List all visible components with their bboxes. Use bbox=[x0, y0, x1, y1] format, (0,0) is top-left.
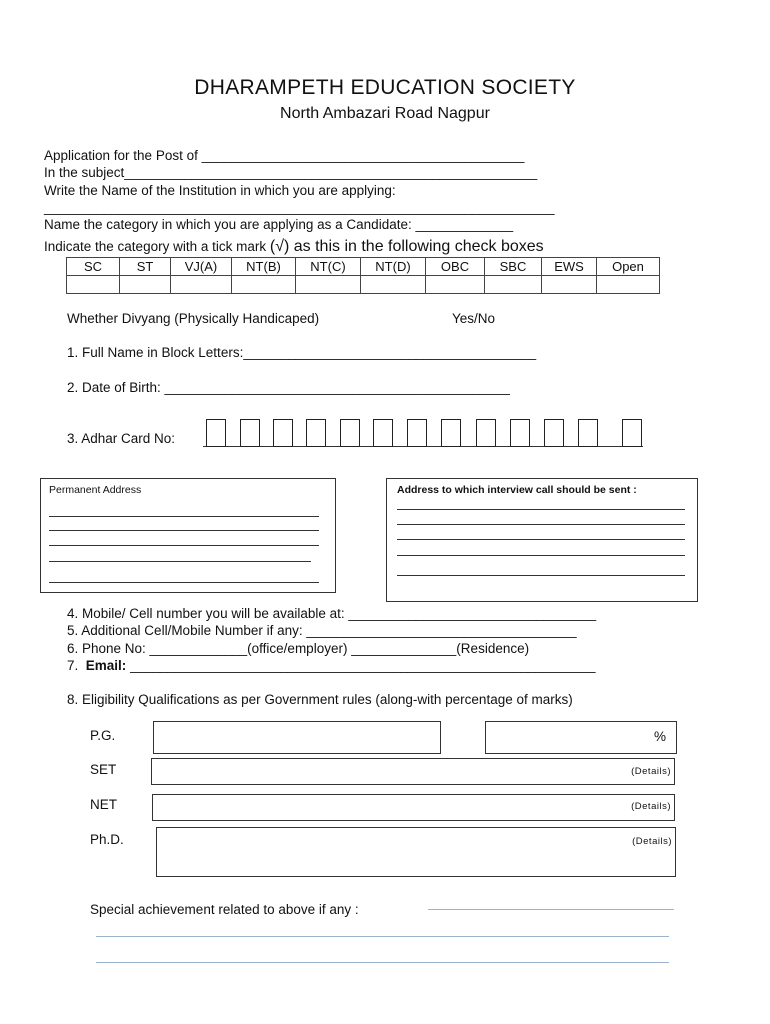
interview-address-line[interactable] bbox=[397, 555, 685, 556]
aadhar-digit-box[interactable] bbox=[544, 419, 564, 447]
pg-label: P.G. bbox=[90, 728, 116, 743]
permanent-address-line[interactable] bbox=[49, 516, 319, 517]
category-header: SBC bbox=[485, 258, 542, 276]
category-checkbox[interactable] bbox=[542, 276, 597, 294]
category-checkbox[interactable] bbox=[485, 276, 542, 294]
interview-address-line[interactable] bbox=[397, 575, 685, 576]
permanent-address-label: Permanent Address bbox=[49, 484, 142, 496]
permanent-address-box bbox=[40, 478, 336, 593]
email-number: 7. bbox=[67, 658, 79, 673]
divyang-options[interactable]: Yes/No bbox=[452, 311, 496, 326]
interview-address-line[interactable] bbox=[397, 524, 685, 525]
aadhar-digit-box[interactable] bbox=[476, 419, 496, 447]
aadhar-digit-box[interactable] bbox=[273, 419, 293, 447]
pg-percent-input[interactable] bbox=[485, 721, 677, 754]
percent-sign: % bbox=[653, 729, 666, 744]
aadhar-label: 3. Adhar Card No: bbox=[67, 431, 176, 446]
mobile-line[interactable]: 4. Mobile/ Cell number you will be available at: _________________________________ bbox=[67, 606, 597, 621]
phone-line[interactable]: 6. Phone No: _____________(office/employer) ______________(Residence) bbox=[67, 641, 530, 656]
phd-label: Ph.D. bbox=[90, 832, 124, 847]
permanent-address-line[interactable] bbox=[49, 545, 319, 546]
set-input[interactable] bbox=[151, 758, 675, 785]
net-details-hint: (Details) bbox=[631, 801, 671, 812]
full-name-line[interactable]: 1. Full Name in Block Letters:_______________________________________ bbox=[67, 345, 537, 360]
category-header: EWS bbox=[542, 258, 597, 276]
special-achievement-line[interactable] bbox=[96, 962, 669, 963]
email-label: Email: bbox=[85, 658, 127, 673]
set-details-hint: (Details) bbox=[631, 766, 671, 777]
special-achievement-line[interactable] bbox=[96, 936, 669, 937]
subject-line[interactable]: In the subject_______________________________________________________ bbox=[44, 165, 538, 180]
email-line[interactable] bbox=[67, 658, 596, 673]
phd-input[interactable] bbox=[156, 827, 676, 877]
permanent-address-line[interactable] bbox=[49, 561, 311, 562]
tick-prompt-b: (√) as this in the following check boxes bbox=[269, 238, 544, 255]
tick-prompt-a: Indicate the category with a tick mark bbox=[44, 239, 267, 254]
pg-input[interactable] bbox=[153, 721, 441, 754]
aadhar-digit-box[interactable] bbox=[206, 419, 226, 447]
category-checkbox[interactable] bbox=[597, 276, 660, 294]
category-checkbox[interactable] bbox=[426, 276, 485, 294]
email-underline[interactable]: ______________________________________________________________ bbox=[130, 658, 596, 673]
category-header: Open bbox=[597, 258, 660, 276]
aadhar-digit-box[interactable] bbox=[306, 419, 326, 447]
category-checkbox[interactable] bbox=[120, 276, 171, 294]
aadhar-digit-box[interactable] bbox=[240, 419, 260, 447]
category-header: NT(D) bbox=[361, 258, 426, 276]
interview-address-line[interactable] bbox=[397, 509, 685, 510]
net-input[interactable] bbox=[152, 794, 675, 821]
eligibility-heading: 8. Eligibility Qualifications as per Government rules (along-with percentage of marks) bbox=[67, 692, 573, 707]
category-header: ST bbox=[120, 258, 171, 276]
permanent-address-line[interactable] bbox=[49, 582, 319, 583]
set-label: SET bbox=[90, 762, 117, 777]
net-label: NET bbox=[90, 797, 117, 812]
category-prompt[interactable]: Name the category in which you are applying as a Candidate: _____________ bbox=[44, 217, 514, 232]
category-header-row bbox=[67, 258, 660, 276]
institution-prompt: Write the Name of the Institution in which you are applying: bbox=[44, 183, 396, 198]
category-checkbox[interactable] bbox=[232, 276, 296, 294]
aadhar-digit-box[interactable] bbox=[622, 419, 642, 447]
interview-address-box bbox=[386, 478, 698, 602]
phd-details-hint: (Details) bbox=[632, 836, 672, 847]
category-checkbox[interactable] bbox=[67, 276, 120, 294]
category-checkbox[interactable] bbox=[171, 276, 232, 294]
special-achievement-line[interactable] bbox=[428, 909, 674, 910]
category-header: NT(C) bbox=[296, 258, 361, 276]
category-table bbox=[66, 257, 660, 294]
aadhar-digit-box[interactable] bbox=[441, 419, 461, 447]
aadhar-digit-box[interactable] bbox=[510, 419, 530, 447]
dob-line[interactable]: 2. Date of Birth: ______________________________________________ bbox=[67, 380, 510, 395]
divyang-label: Whether Divyang (Physically Handicaped) bbox=[67, 311, 320, 326]
interview-address-line[interactable] bbox=[397, 539, 685, 540]
category-checkbox[interactable] bbox=[361, 276, 426, 294]
permanent-address-line[interactable] bbox=[49, 530, 319, 531]
interview-address-label: Address to which interview call should be sent : bbox=[397, 484, 637, 496]
special-achievement-label: Special achievement related to above if any : bbox=[90, 902, 359, 917]
aadhar-digit-box[interactable] bbox=[578, 419, 598, 447]
tick-prompt bbox=[44, 238, 544, 256]
aadhar-digit-box[interactable] bbox=[340, 419, 360, 447]
post-applied-line[interactable]: Application for the Post of ___________________________________________ bbox=[44, 148, 525, 163]
aadhar-digit-box[interactable] bbox=[373, 419, 393, 447]
page-subtitle: North Ambazari Road Nagpur bbox=[280, 105, 490, 122]
category-header: NT(B) bbox=[232, 258, 296, 276]
additional-mobile-line[interactable]: 5. Additional Cell/Mobile Number if any: ____________________________________ bbox=[67, 623, 577, 638]
category-header: VJ(A) bbox=[171, 258, 232, 276]
category-checkbox[interactable] bbox=[296, 276, 361, 294]
institution-line[interactable]: ____________________________________________________________________ bbox=[44, 200, 555, 215]
category-checkbox-row bbox=[67, 276, 660, 294]
aadhar-digit-box[interactable] bbox=[407, 419, 427, 447]
category-header: OBC bbox=[426, 258, 485, 276]
page-title: DHARAMPETH EDUCATION SOCIETY bbox=[194, 76, 576, 99]
category-header: SC bbox=[67, 258, 120, 276]
